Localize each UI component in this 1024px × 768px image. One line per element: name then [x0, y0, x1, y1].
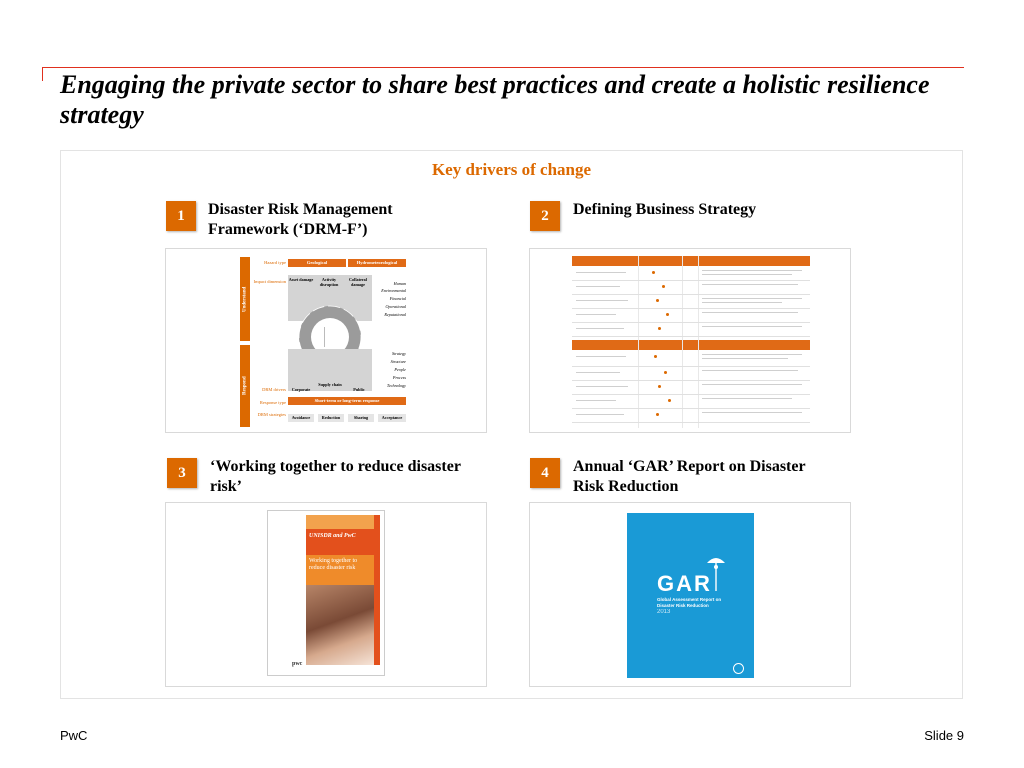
item-4-number-badge: 4 — [530, 458, 560, 488]
impact-financial: Financial — [389, 296, 406, 301]
drm-strategies-label: DRM strategies — [257, 412, 286, 417]
response-technology: Technology — [386, 383, 406, 388]
respond-label: Respond — [240, 345, 250, 427]
drm-drivers-label: DRM drivers — [262, 387, 286, 392]
strategy-sharing: Sharing — [348, 414, 374, 422]
response-strategy: Strategy — [392, 351, 406, 356]
asset-damage-cell: Asset damage — [288, 277, 314, 282]
slide-title: Engaging the private sector to share best practices and create a holistic resilience strategy — [60, 70, 930, 129]
response-type-bar: Short-term or long-term response — [288, 397, 406, 405]
impact-human: Human — [393, 281, 406, 286]
clasped-hands-photo — [306, 585, 374, 665]
drm-framework-diagram — [240, 257, 410, 427]
booklet-subtitle: Working together to reduce disaster risk — [306, 555, 374, 585]
response-process: Process — [392, 375, 406, 380]
working-together-booklet-cover — [267, 510, 385, 676]
strategy-reduction: Reduction — [318, 414, 344, 422]
strategy-avoidance: Avoidance — [288, 414, 314, 422]
item-3-number-badge: 3 — [167, 458, 197, 488]
corporate-cell: Corporate — [291, 387, 311, 392]
footer-brand: PwC — [60, 728, 88, 743]
impact-reputational: Reputational — [384, 312, 406, 317]
impact-operational: Operational — [385, 304, 406, 309]
item-2-number-badge: 2 — [530, 201, 560, 231]
section-title: Key drivers of change — [431, 160, 592, 179]
supply-chain-cell: Supply chain — [318, 382, 342, 387]
hazard-type-label: Hazard type — [264, 260, 286, 265]
item-2-title: Defining Business Strategy — [573, 201, 757, 218]
gar-logo: GAR — [657, 571, 712, 596]
gar-subtitle: Global Assessment Report on Disaster Risk Reduction — [657, 597, 722, 608]
item-1-title: Disaster Risk Management Framework (‘DRM-F’) — [208, 201, 393, 238]
response-people: People — [394, 367, 406, 372]
title-rule-tick — [42, 67, 43, 81]
item-4-title: Annual ‘GAR’ Report on Disaster Risk Reduction — [573, 458, 806, 495]
impact-dimension-label: Impact dimension — [253, 279, 286, 284]
response-structure: Structure — [390, 359, 406, 364]
strategy-acceptance: Acceptance — [378, 414, 406, 422]
gar-year: 2013 — [657, 609, 671, 615]
understand-label: Understand — [240, 257, 250, 341]
title-rule — [42, 67, 964, 68]
item-1-number-badge: 1 — [166, 201, 196, 231]
response-type-label: Response type — [259, 400, 286, 405]
strategy-table-header-2 — [572, 340, 810, 350]
booklet-header: UNISDR and PwC — [306, 529, 374, 555]
strategy-table-header-1 — [572, 256, 810, 266]
slide-number: Slide 9 — [924, 728, 964, 743]
impact-environmental: Environmental — [381, 288, 406, 293]
gar-report-cover — [627, 513, 754, 678]
item-3-title: ‘Working together to reduce disaster risk’ — [210, 458, 461, 495]
activity-disruption-cell: Activity disruption — [319, 277, 339, 287]
business-strategy-table — [572, 256, 810, 428]
hydrometeorological-header: Hydrometeorological — [348, 259, 406, 267]
geological-header: Geological — [288, 259, 346, 267]
public-cell: Public — [353, 387, 365, 392]
un-emblem-icon — [733, 663, 744, 674]
collateral-damage-cell: Collateral damage — [349, 277, 367, 287]
pwc-logo: pwc — [292, 661, 303, 667]
